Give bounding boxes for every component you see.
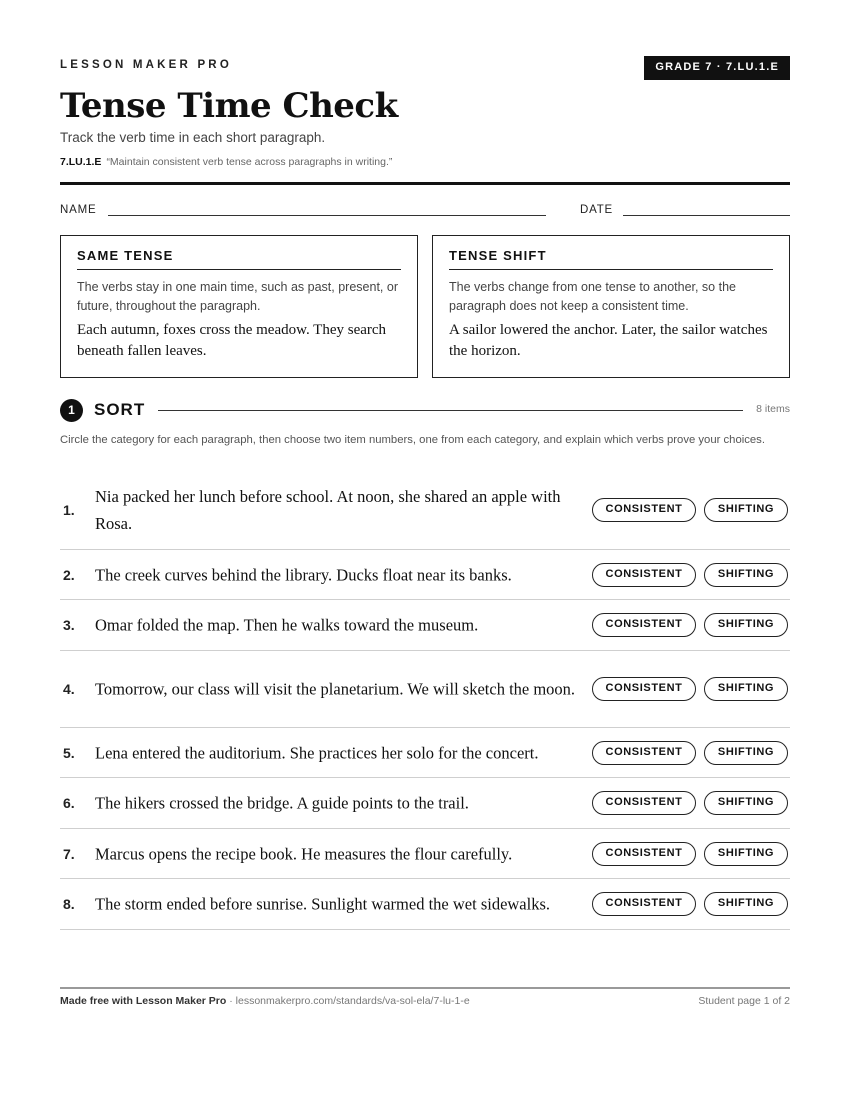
- item-number: 6.: [63, 795, 75, 811]
- item-text: Lena entered the auditorium. She practices her solo for the concert.: [95, 743, 539, 762]
- consistent-choice[interactable]: CONSISTENT: [592, 613, 696, 637]
- consistent-choice[interactable]: CONSISTENT: [592, 842, 696, 866]
- shifting-choice[interactable]: SHIFTING: [704, 791, 788, 815]
- shifting-choice[interactable]: SHIFTING: [704, 498, 788, 522]
- item-text: Omar folded the map. Then he walks toward the museum.: [95, 615, 479, 635]
- name-field[interactable]: [108, 215, 546, 216]
- item-number: 2.: [63, 566, 75, 583]
- section-divider: [158, 410, 743, 411]
- item-count: 8 items: [756, 403, 790, 415]
- instructions: Circle the category for each paragraph, then choose two item numbers, one from each category, and explain which verbs prove your choices.: [60, 434, 765, 446]
- item-text: The storm ended before sunrise. Sunlight warmed the wet sidewalks.: [95, 894, 551, 914]
- footer-link[interactable]: · lessonmakerpro.com/standards/va-sol-ela/7-lu-1-e: [226, 995, 470, 1007]
- item-text: Marcus opens the recipe book. He measures the flour carefully.: [95, 844, 513, 863]
- box-example: A sailor lowered the anchor. Later, the sailor watches the horizon.: [449, 322, 768, 359]
- box-example: Each autumn, foxes cross the meadow. They search beneath fallen leaves.: [77, 322, 387, 359]
- item-list: [60, 471, 790, 930]
- standard-line: [60, 156, 392, 168]
- choice-group: [592, 498, 788, 522]
- header-bar: [60, 56, 790, 80]
- choice-group: [592, 791, 788, 815]
- item-text: Tomorrow, our class will visit the planetarium. We will sketch the moon.: [95, 679, 576, 699]
- shifting-choice[interactable]: SHIFTING: [704, 842, 788, 866]
- date-field[interactable]: [623, 215, 790, 216]
- section-number: 1: [60, 399, 83, 422]
- list-item: [60, 778, 790, 829]
- shifting-choice[interactable]: SHIFTING: [704, 892, 788, 916]
- footer-made-with: Made free with Lesson Maker Pro: [60, 995, 227, 1007]
- item-number: 5.: [63, 744, 75, 761]
- same-tense-box: [60, 235, 418, 378]
- item-text: The hikers crossed the bridge. A guide points to the trail.: [95, 793, 469, 813]
- choice-group: [592, 842, 788, 866]
- brand-name: LESSON MAKER PRO: [60, 59, 232, 71]
- shifting-choice[interactable]: SHIFTING: [704, 677, 788, 701]
- choice-group: [592, 563, 788, 587]
- standard-text: “Maintain consistent verb tense across paragraphs in writing.”: [106, 156, 393, 168]
- item-number: 8.: [63, 896, 75, 912]
- choice-group: [592, 741, 788, 765]
- shifting-choice[interactable]: SHIFTING: [704, 741, 788, 765]
- standard-code: 7.LU.1.E: [60, 156, 102, 168]
- page-subtitle: Track the verb time in each short paragraph.: [60, 130, 326, 145]
- list-item: [60, 651, 790, 728]
- box-title: TENSE SHIFT: [449, 248, 773, 270]
- box-title: SAME TENSE: [77, 248, 401, 270]
- consistent-choice[interactable]: CONSISTENT: [592, 498, 696, 522]
- date-label: DATE: [580, 204, 614, 216]
- consistent-choice[interactable]: CONSISTENT: [592, 892, 696, 916]
- item-number: 7.: [63, 845, 75, 862]
- choice-group: [592, 677, 788, 701]
- tense-shift-box: [432, 235, 790, 378]
- list-item: [60, 879, 790, 930]
- consistent-choice[interactable]: CONSISTENT: [592, 677, 696, 701]
- shifting-choice[interactable]: SHIFTING: [704, 613, 788, 637]
- box-description: The verbs change from one tense to another, so the paragraph does not keep a consistent time.: [449, 280, 736, 313]
- consistent-choice[interactable]: CONSISTENT: [592, 563, 696, 587]
- list-item: [60, 550, 790, 600]
- box-description: The verbs stay in one main time, such as past, present, or future, throughout the paragraph.: [77, 280, 398, 313]
- name-date-row: [60, 203, 790, 219]
- item-number: 3.: [63, 617, 75, 633]
- shifting-choice[interactable]: SHIFTING: [704, 563, 788, 587]
- page-title: Tense Time Check: [60, 86, 398, 126]
- item-number: 4.: [63, 681, 75, 697]
- item-text: The creek curves behind the library. Ducks float near its banks.: [95, 565, 512, 584]
- item-number: 1.: [63, 502, 75, 518]
- item-text: Nia packed her lunch before school. At noon, she shared an apple with Rosa.: [95, 487, 561, 533]
- header-divider: [60, 182, 790, 185]
- grade-badge: GRADE 7 · 7.LU.1.E: [644, 56, 790, 80]
- sort-section-header: [60, 399, 790, 423]
- list-item: [60, 728, 790, 778]
- name-label: NAME: [60, 204, 97, 216]
- section-title: SORT: [94, 400, 146, 419]
- choice-group: [592, 892, 788, 916]
- footer-divider: [60, 987, 790, 989]
- choice-group: [592, 613, 788, 637]
- footer: [60, 995, 790, 1007]
- footer-page-number: Student page 1 of 2: [698, 995, 790, 1007]
- list-item: [60, 829, 790, 879]
- consistent-choice[interactable]: CONSISTENT: [592, 791, 696, 815]
- consistent-choice[interactable]: CONSISTENT: [592, 741, 696, 765]
- list-item: [60, 471, 790, 550]
- list-item: [60, 600, 790, 651]
